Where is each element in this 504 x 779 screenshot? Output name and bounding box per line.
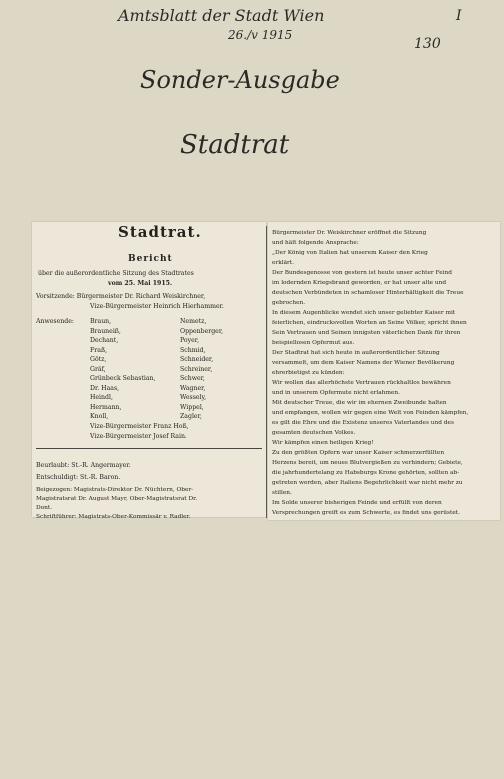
attached-line-3: Dont. (36, 505, 53, 511)
chair-line-2: Vize-Bürgermeister Heinrich Hierhammer. (90, 303, 224, 310)
left-rule (36, 448, 262, 449)
present-member-left: Heindl, (90, 394, 113, 401)
handwritten-title-city-council: Stadtrat (180, 130, 290, 160)
present-member-left: Götz, (90, 356, 107, 363)
speech-line: Zu den größten Opfern war unser Kaiser schmerzerfüllten (272, 450, 445, 456)
speech-line: Wir wollen das allerhöchste Vertrauen rückhaltlos bewähren (272, 380, 451, 386)
handwritten-page-number: 130 (414, 36, 441, 52)
handwritten-roman-numeral: I (456, 8, 462, 24)
present-member-right: Poyer, (180, 337, 200, 344)
present-member-left: Gräf, (90, 365, 106, 373)
speech-line: Im Solde unserer bisherigen Feinde und erfüllt von deren (272, 500, 442, 506)
present-member-right: Wagner, (180, 384, 206, 392)
present-member-left: Hermann, (90, 403, 122, 411)
present-member-right: Schneider, (180, 356, 214, 363)
speech-line: und empfangen, wollen wir gegen eine Welt von Feinden kämpfen, (272, 410, 469, 416)
handwritten-publication-title: Amtsblatt der Stadt Wien (118, 6, 325, 25)
speech-line: stillen. (272, 490, 292, 496)
speech-line: Sein Vertrauen und Seinen innigsten väterlichen Dank für ihren (272, 330, 461, 336)
speech-line: „Der König von Italien hat unserem Kaiser den Krieg (272, 250, 428, 256)
report-date: vom 25. Mai 1915. (108, 280, 173, 287)
report-heading: Bericht (128, 254, 173, 264)
on-leave-line: Beurlaubt: St.-R. Angermayer. (36, 462, 131, 469)
vice-mayor-line-1: Vize-Bürgermeister Franz Hoß, (90, 423, 189, 430)
speech-line: Der Bundesgenosse von gestern ist heute unser achter Feind (272, 270, 452, 276)
speech-line: beispiellosen Opfermut aus. (272, 340, 355, 346)
present-member-right: Wessely, (180, 394, 207, 401)
handwritten-title-special-edition: Sonder-Ausgabe (140, 66, 340, 94)
present-member-right: Oppenberger, (180, 327, 224, 335)
present-member-left: Dechant, (90, 337, 119, 344)
present-member-left: Fraß, (90, 346, 108, 354)
speech-line: versammelt, um dem Kaiser Namens der Wiener Bevölkerung (272, 360, 455, 366)
clipping-left (32, 222, 266, 517)
present-member-right: Wippel, (180, 403, 204, 411)
present-member-left: Grünbeck Sebastian, (90, 375, 156, 382)
present-member-right: Schwer, (180, 375, 205, 382)
speech-line: Mit deutscher Treue, die wir im ehernen Zweibunde halten (272, 400, 447, 406)
report-intro: über die außerordentliche Sitzung des Stadtrates (38, 270, 194, 277)
excused-line: Entschuldigt: St.-R. Baron. (36, 474, 121, 481)
attached-line-1: Beigezogen: Magistrats-Direktor Dr. Nüchtern, Ober- (36, 487, 194, 493)
speech-line: gebrochen. (272, 300, 306, 306)
attached-line-2: Magistratsrat Dr. August Mayr, Ober-Magistratsrat Dr. (36, 496, 198, 502)
speech-line: und in unserem Opfermute nicht erlahmen. (272, 390, 400, 396)
handwritten-date: 26./v 1915 (228, 28, 293, 42)
column-divider (266, 226, 267, 518)
speech-line: die jahrhundertelang zu Habsburgs Krone gehörten, sollten ab- (272, 470, 460, 476)
section-heading: Stadtrat. (118, 223, 202, 241)
speech-line: getreten werden, aber Italiens Begehrlichkeit war nicht mehr zu (272, 480, 463, 486)
speech-line: erklärt. (272, 260, 294, 266)
present-member-left: Braun, (90, 318, 112, 325)
speech-line: Bürgermeister Dr. Weiskirchner eröffnet die Sitzung (272, 230, 427, 236)
present-label: Anwesende: (36, 318, 74, 325)
vice-mayor-line-2: Vize-Bürgermeister Josef Rain. (90, 433, 187, 440)
speech-line: im lodernden Kriegsbrand geworden, er hat unser alte und (272, 280, 447, 286)
speech-line: gesamten deutschen Volkes. (272, 430, 356, 436)
speech-line: Herzens bereit, um neues Blutvergießen zu verhindern; Gebiete, (272, 460, 463, 466)
speech-line: Der Stadtrat hat sich heute in außerordentlicher Sitzung (272, 350, 440, 356)
present-member-left: Brauneiß, (90, 327, 121, 335)
present-member-right: Schreiner, (180, 365, 213, 373)
speech-line: Wir kämpfen einen heiligen Krieg! (272, 440, 374, 446)
clerk-line: Schriftführer: Magistrats-Ober-Kommissär v. Radler. (36, 514, 191, 520)
speech-line: In diesem Augenblicke wendet sich unser geliebter Kaiser mit (272, 310, 456, 316)
present-member-left: Knoll, (90, 413, 109, 420)
present-member-right: Nemetz, (180, 318, 207, 325)
present-member-right: Schmid, (180, 346, 206, 354)
speech-line: es gilt die Ehre und die Existenz unseres Vaterlandes und des (272, 420, 454, 426)
speech-line: deutschen Verbündeten in schamloser Hinterhältigkeit die Treue (272, 290, 464, 296)
speech-line: Versprechungen greift es zum Schwerte, es findet uns gerüstet. (272, 510, 460, 516)
present-member-left: Dr. Haas, (90, 384, 120, 392)
chair-line-1: Vorsitzende: Bürgermeister Dr. Richard Weiskirchner, (36, 293, 206, 300)
present-member-right: Zagler, (180, 413, 202, 420)
speech-line: feierlichen, eindrucksvollen Worten an Seine Völker, spricht ihnen (272, 320, 467, 326)
speech-line: und hält folgende Ansprache: (272, 240, 359, 246)
speech-line: ehrerbietigst zu künden: (272, 370, 345, 376)
